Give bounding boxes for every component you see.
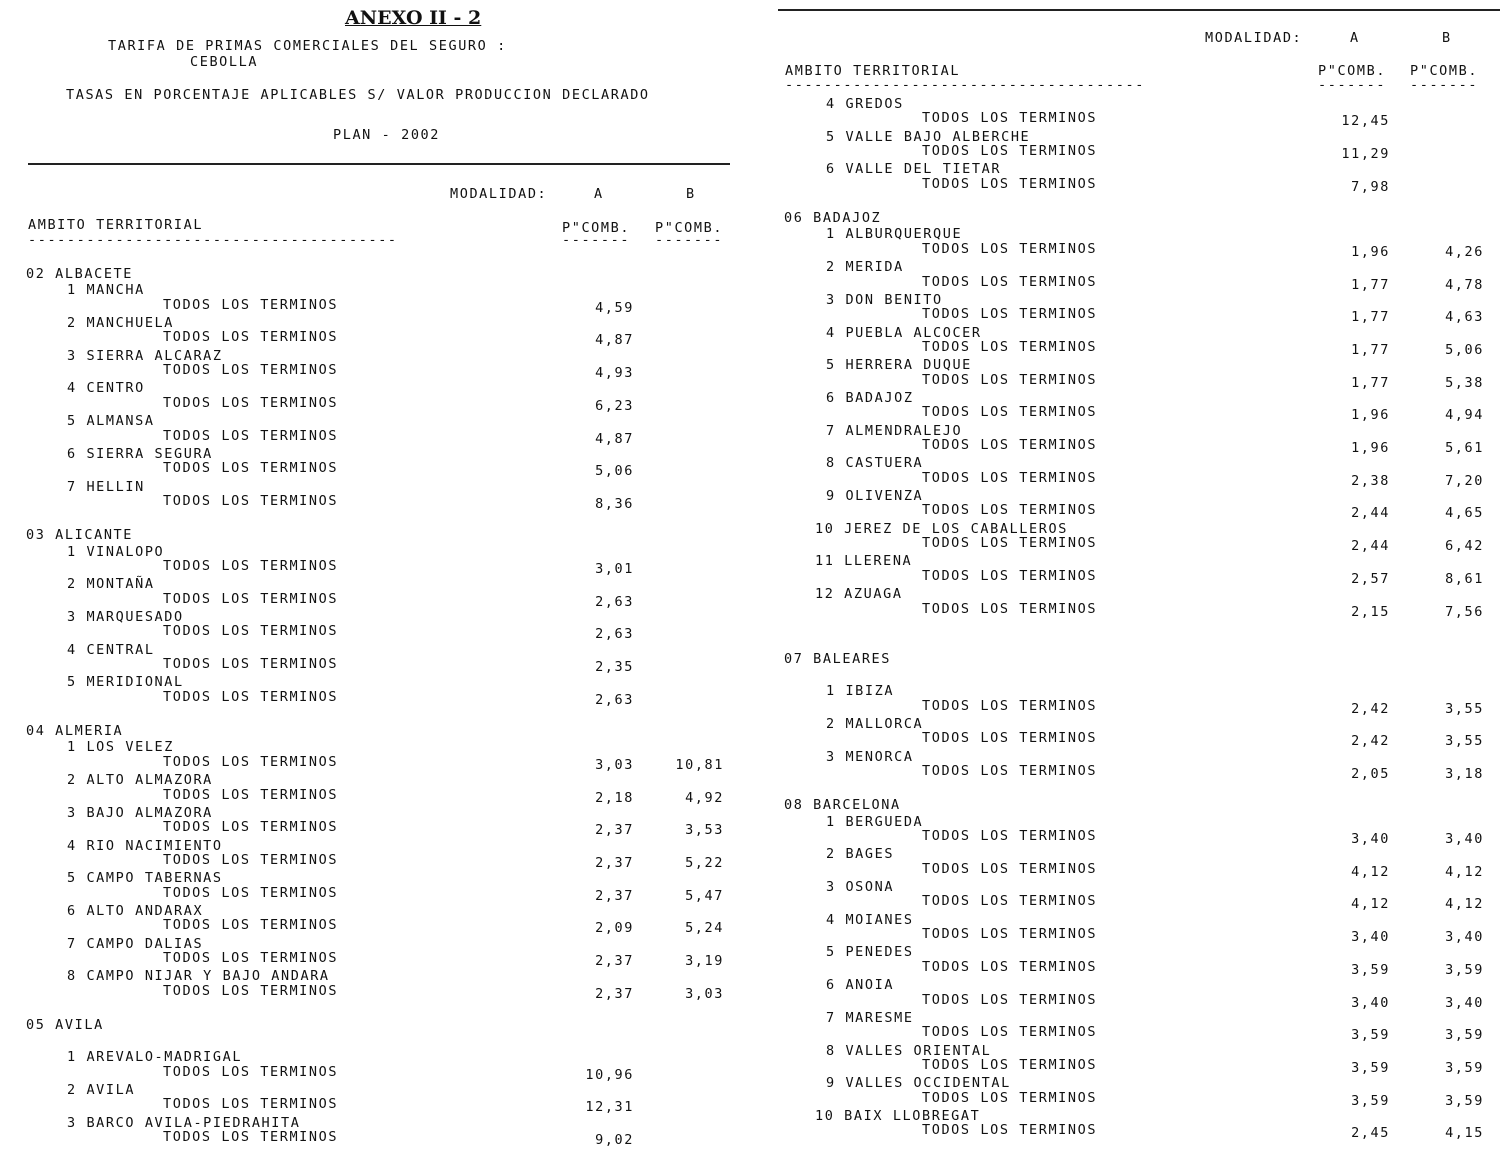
rate-b: 3,59 — [1445, 1027, 1484, 1044]
comarca-name: 3 OSONA — [826, 879, 895, 896]
rate-b: 4,78 — [1445, 276, 1484, 293]
rate-b: 3,59 — [1445, 1059, 1484, 1076]
terminos-label: TODOS LOS TERMINOS — [922, 437, 1098, 453]
terminos-label: TODOS LOS TERMINOS — [922, 1089, 1098, 1106]
rate-b: 3,18 — [1445, 765, 1484, 782]
terminos-label: TODOS LOS TERMINOS — [163, 786, 339, 803]
rate-a: 8,36 — [595, 495, 634, 512]
terminos-label: TODOS LOS TERMINOS — [163, 590, 339, 607]
comarca-name: 6 ALTO ANDARAX — [67, 902, 204, 919]
terminos-label: TODOS LOS TERMINOS — [922, 893, 1098, 910]
comarca-name: 5 PENEDES — [826, 944, 914, 961]
terminos-label: TODOS LOS TERMINOS — [922, 762, 1098, 779]
terminos-label: TODOS LOS TERMINOS — [922, 143, 1098, 160]
col-a-label: A — [1350, 30, 1360, 46]
plan-label: PLAN - 2002 — [333, 127, 441, 143]
rate-a: 2,63 — [595, 691, 634, 708]
comarca-name: 1 MANCHA — [67, 282, 145, 299]
comarca-name: 8 VALLES ORIENTAL — [826, 1042, 992, 1059]
annex-title: ANEXO II - 2 — [345, 7, 482, 29]
rate-a: 2,15 — [1351, 603, 1390, 620]
right-page — [760, 0, 1511, 1170]
rate-a: 5,06 — [595, 463, 634, 480]
rate-a: 4,59 — [595, 299, 634, 316]
terminos-label: TODOS LOS TERMINOS — [922, 371, 1098, 388]
rate-a: 4,93 — [595, 365, 634, 382]
comarca-name: 1 IBIZA — [826, 683, 895, 700]
terminos-label: TODOS LOS TERMINOS — [922, 469, 1098, 486]
province-heading: 02 ALBACETE — [26, 266, 134, 282]
rate-b: 5,22 — [685, 854, 724, 871]
col-b-label: B — [1442, 30, 1452, 46]
comarca-name: 8 CAMPO NIJAR Y BAJO ANDARA — [67, 968, 330, 985]
rate-b: 4,65 — [1445, 505, 1484, 522]
col-a-label: A — [594, 186, 604, 202]
crop-name: CEBOLLA — [190, 54, 259, 70]
rate-a: 2,18 — [595, 789, 634, 806]
rate-a: 12,45 — [1341, 113, 1390, 130]
rate-a: 3,01 — [595, 560, 634, 577]
rate-a: 12,31 — [585, 1099, 634, 1116]
ambito-underline: ------------------------------------- — [785, 77, 1145, 93]
comarca-name: 4 CENTRO — [67, 380, 145, 397]
pcomb-a-label: P"COMB. — [1318, 63, 1387, 79]
comarca-name: 3 SIERRA ALCARAZ — [67, 347, 223, 364]
comarca-name: 8 CASTUERA — [826, 455, 924, 472]
header-rule — [778, 9, 1500, 11]
comarca-name: 2 AVILA — [67, 1082, 136, 1099]
col-b-label: B — [686, 186, 696, 202]
comarca-name: 4 CENTRAL — [67, 641, 155, 658]
rate-a: 1,77 — [1351, 309, 1390, 326]
pcomb-b-label: P"COMB. — [1410, 63, 1479, 79]
ambito-label: AMBITO TERRITORIAL — [785, 63, 961, 79]
rate-a: 2,05 — [1351, 765, 1390, 782]
rate-a: 2,42 — [1351, 700, 1390, 717]
rate-a: 3,59 — [1351, 1059, 1390, 1076]
terminos-label: TODOS LOS TERMINOS — [922, 958, 1098, 975]
rate-a: 2,09 — [595, 920, 634, 937]
comarca-name: 7 HELLIN — [67, 478, 145, 495]
terminos-label: TODOS LOS TERMINOS — [163, 656, 339, 673]
terminos-label: TODOS LOS TERMINOS — [163, 329, 339, 346]
terminos-label: TODOS LOS TERMINOS — [163, 884, 339, 901]
terminos-label: TODOS LOS TERMINOS — [163, 296, 339, 313]
rate-b: 3,40 — [1445, 994, 1484, 1011]
terminos-label: TODOS LOS TERMINOS — [163, 851, 339, 868]
terminos-label: TODOS LOS TERMINOS — [922, 828, 1098, 844]
rate-a: 4,87 — [595, 430, 634, 447]
rate-b: 5,24 — [685, 920, 724, 937]
rate-a: 10,96 — [585, 1066, 634, 1083]
terminos-label: TODOS LOS TERMINOS — [922, 991, 1098, 1008]
pcomb-a-label: P"COMB. — [562, 220, 631, 236]
rate-a: 3,59 — [1351, 1027, 1390, 1044]
terminos-label: TODOS LOS TERMINOS — [163, 460, 339, 477]
comarca-name: 1 AREVALO-MADRIGAL — [67, 1049, 243, 1066]
rate-a: 2,63 — [595, 626, 634, 643]
rate-b: 5,06 — [1445, 341, 1484, 358]
comarca-name: 4 GREDOS — [826, 96, 904, 112]
pcomb-b-underline: ------- — [1410, 77, 1479, 93]
rate-a: 2,44 — [1351, 505, 1390, 522]
rate-a: 2,42 — [1351, 733, 1390, 750]
rate-b: 4,94 — [1445, 407, 1484, 424]
terminos-label: TODOS LOS TERMINOS — [163, 753, 339, 770]
comarca-name: 12 AZUAGA — [815, 586, 903, 603]
rate-a: 1,96 — [1351, 243, 1390, 260]
comarca-name: 5 ALMANSA — [67, 413, 155, 430]
rate-a: 6,23 — [595, 397, 634, 414]
rate-a: 2,57 — [1351, 570, 1390, 587]
comarca-name: 3 MENORCA — [826, 748, 914, 765]
comarca-name: 3 BAJO ALMAZORA — [67, 804, 213, 821]
terminos-label: TODOS LOS TERMINOS — [163, 950, 339, 966]
terminos-label: TODOS LOS TERMINOS — [922, 175, 1098, 192]
rate-a: 11,29 — [1341, 146, 1390, 163]
pcomb-a-underline: ------- — [562, 232, 631, 248]
comarca-name: 1 VINALOPO — [67, 543, 165, 560]
rate-a: 3,40 — [1351, 929, 1390, 946]
terminos-label: TODOS LOS TERMINOS — [922, 110, 1098, 127]
terminos-label: TODOS LOS TERMINOS — [922, 730, 1098, 747]
comarca-name: 4 MOIANES — [826, 911, 914, 928]
comarca-name: 4 PUEBLA ALCOCER — [826, 324, 982, 341]
comarca-name: 2 BAGES — [826, 846, 895, 863]
province-heading: 05 AVILA — [26, 1017, 104, 1034]
rate-a: 2,37 — [595, 953, 634, 969]
terminos-label: TODOS LOS TERMINOS — [922, 926, 1098, 943]
province-heading: 08 BARCELONA — [784, 797, 901, 814]
comarca-name: 6 VALLE DEL TIETAR — [826, 161, 1002, 178]
rate-b: 3,40 — [1445, 929, 1484, 946]
comarca-name: 1 ALBURQUERQUE — [826, 226, 963, 243]
comarca-name: 10 JEREZ DE LOS CABALLEROS — [815, 520, 1068, 537]
rate-b: 5,38 — [1445, 374, 1484, 391]
rate-a: 2,37 — [595, 822, 634, 839]
terminos-label: TODOS LOS TERMINOS — [163, 492, 339, 509]
comarca-name: 7 CAMPO DALIAS — [67, 935, 204, 952]
rate-b: 3,19 — [685, 953, 724, 969]
comarca-name: 2 MERIDA — [826, 259, 904, 276]
rate-a: 2,38 — [1351, 472, 1390, 489]
terminos-label: TODOS LOS TERMINOS — [922, 535, 1098, 552]
comarca-name: 5 MERIDIONAL — [67, 674, 184, 691]
rate-b: 3,55 — [1445, 700, 1484, 717]
terminos-label: TODOS LOS TERMINOS — [163, 427, 339, 444]
terminos-label: TODOS LOS TERMINOS — [922, 338, 1098, 355]
terminos-label: TODOS LOS TERMINOS — [922, 1056, 1098, 1073]
terminos-label: TODOS LOS TERMINOS — [163, 1096, 339, 1113]
comarca-name: 1 BERGUEDA — [826, 813, 924, 830]
terminos-label: TODOS LOS TERMINOS — [922, 240, 1098, 257]
rate-b: 6,42 — [1445, 538, 1484, 555]
rate-b: 3,03 — [685, 985, 724, 1002]
ambito-underline: -------------------------------------- — [28, 232, 398, 248]
province-heading: 04 ALMERIA — [26, 723, 124, 740]
ambito-label: AMBITO TERRITORIAL — [28, 217, 204, 233]
comarca-name: 3 BARCO AVILA-PIEDRAHITA — [67, 1114, 301, 1131]
left-page — [0, 0, 750, 1170]
rate-b: 3,59 — [1445, 961, 1484, 978]
terminos-label: TODOS LOS TERMINOS — [922, 600, 1098, 617]
terminos-label: TODOS LOS TERMINOS — [922, 567, 1098, 584]
terminos-label: TODOS LOS TERMINOS — [922, 404, 1098, 421]
terminos-label: TODOS LOS TERMINOS — [163, 1063, 339, 1080]
comarca-name: 5 VALLE BAJO ALBERCHE — [826, 128, 1031, 145]
rate-a: 2,37 — [595, 985, 634, 1002]
rate-b: 7,56 — [1445, 603, 1484, 620]
rate-a: 3,03 — [595, 756, 634, 773]
comarca-name: 2 ALTO ALMAZORA — [67, 772, 213, 789]
rate-a: 1,96 — [1351, 440, 1390, 456]
terminos-label: TODOS LOS TERMINOS — [922, 502, 1098, 519]
rate-a: 2,45 — [1351, 1125, 1390, 1142]
modalidad-label: MODALIDAD: — [1205, 30, 1303, 46]
rate-a: 4,12 — [1351, 896, 1390, 913]
terminos-label: TODOS LOS TERMINOS — [163, 557, 339, 574]
comarca-name: 11 LLERENA — [815, 553, 913, 570]
terminos-label: TODOS LOS TERMINOS — [922, 1024, 1098, 1041]
comarca-name: 6 SIERRA SEGURA — [67, 445, 213, 462]
terminos-label: TODOS LOS TERMINOS — [922, 860, 1098, 877]
comarca-name: 10 BAIX LLOBREGAT — [815, 1107, 981, 1124]
terminos-label: TODOS LOS TERMINOS — [922, 273, 1098, 290]
terminos-label: TODOS LOS TERMINOS — [163, 819, 339, 836]
pcomb-b-underline: ------- — [655, 232, 724, 248]
rate-a: 3,59 — [1351, 961, 1390, 978]
rate-a: 4,87 — [595, 332, 634, 349]
rate-b: 4,26 — [1445, 243, 1484, 260]
rate-b: 3,40 — [1445, 831, 1484, 847]
rate-a: 2,37 — [595, 854, 634, 871]
comarca-name: 2 MALLORCA — [826, 715, 924, 732]
rate-b: 7,20 — [1445, 472, 1484, 489]
rate-a: 9,02 — [595, 1132, 634, 1149]
comarca-name: 3 DON BENITO — [826, 291, 943, 308]
tariff-title: TARIFA DE PRIMAS COMERCIALES DEL SEGURO : — [108, 38, 507, 54]
rate-b: 3,53 — [685, 822, 724, 839]
terminos-label: TODOS LOS TERMINOS — [163, 623, 339, 640]
terminos-label: TODOS LOS TERMINOS — [163, 1129, 339, 1146]
terminos-label: TODOS LOS TERMINOS — [163, 982, 339, 999]
rate-b: 3,59 — [1445, 1092, 1484, 1109]
comarca-name: 6 ANOIA — [826, 977, 895, 994]
rate-b: 4,12 — [1445, 863, 1484, 880]
province-heading: 03 ALICANTE — [26, 527, 134, 544]
terminos-label: TODOS LOS TERMINOS — [922, 697, 1098, 714]
comarca-name: 5 CAMPO TABERNAS — [67, 870, 223, 887]
terminos-label: TODOS LOS TERMINOS — [922, 306, 1098, 323]
pcomb-a-underline: ------- — [1318, 77, 1387, 93]
province-heading: 07 BALEARES — [784, 650, 892, 667]
rate-a: 2,37 — [595, 887, 634, 904]
rate-b: 4,92 — [685, 789, 724, 806]
rate-a: 2,35 — [595, 659, 634, 676]
province-heading: 06 BADAJOZ — [784, 210, 882, 227]
comarca-name: 2 MONTAÑA — [67, 576, 155, 593]
terminos-label: TODOS LOS TERMINOS — [163, 917, 339, 934]
rate-b: 4,15 — [1445, 1125, 1484, 1142]
rate-a: 4,12 — [1351, 863, 1390, 880]
rate-b: 5,61 — [1445, 440, 1484, 456]
comarca-name: 5 HERRERA DUQUE — [826, 357, 972, 374]
rate-a: 3,40 — [1351, 994, 1390, 1011]
rate-a: 3,40 — [1351, 831, 1390, 847]
pcomb-b-label: P"COMB. — [655, 220, 724, 236]
comarca-name: 1 LOS VELEZ — [67, 739, 175, 756]
rate-a: 3,59 — [1351, 1092, 1390, 1109]
rate-b: 8,61 — [1445, 570, 1484, 587]
rate-b: 10,81 — [675, 756, 724, 773]
rate-b: 3,55 — [1445, 733, 1484, 750]
header-rule — [28, 163, 730, 165]
terminos-label: TODOS LOS TERMINOS — [922, 1122, 1098, 1139]
comarca-name: 4 RIO NACIMIENTO — [67, 837, 223, 854]
rate-a: 1,77 — [1351, 341, 1390, 358]
rate-a: 7,98 — [1351, 178, 1390, 195]
comarca-name: 7 ALMENDRALEJO — [826, 422, 963, 439]
modalidad-label: MODALIDAD: — [450, 186, 548, 202]
rate-b: 4,12 — [1445, 896, 1484, 913]
rates-note: TASAS EN PORCENTAJE APLICABLES S/ VALOR PRODUCCION DECLARADO — [66, 87, 650, 103]
comarca-name: 9 VALLES OCCIDENTAL — [826, 1075, 1011, 1092]
rate-a: 2,63 — [595, 593, 634, 610]
comarca-name: 7 MARESME — [826, 1009, 914, 1026]
rate-a: 1,77 — [1351, 276, 1390, 293]
rate-a: 1,77 — [1351, 374, 1390, 391]
terminos-label: TODOS LOS TERMINOS — [163, 394, 339, 411]
rate-a: 2,44 — [1351, 538, 1390, 555]
comarca-name: 3 MARQUESADO — [67, 609, 184, 625]
terminos-label: TODOS LOS TERMINOS — [163, 688, 339, 705]
comarca-name: 9 OLIVENZA — [826, 488, 924, 505]
comarca-name: 2 MANCHUELA — [67, 315, 175, 332]
terminos-label: TODOS LOS TERMINOS — [163, 362, 339, 379]
comarca-name: 6 BADAJOZ — [826, 389, 914, 406]
rate-b: 5,47 — [685, 887, 724, 904]
rate-a: 1,96 — [1351, 407, 1390, 424]
rate-b: 4,63 — [1445, 309, 1484, 326]
